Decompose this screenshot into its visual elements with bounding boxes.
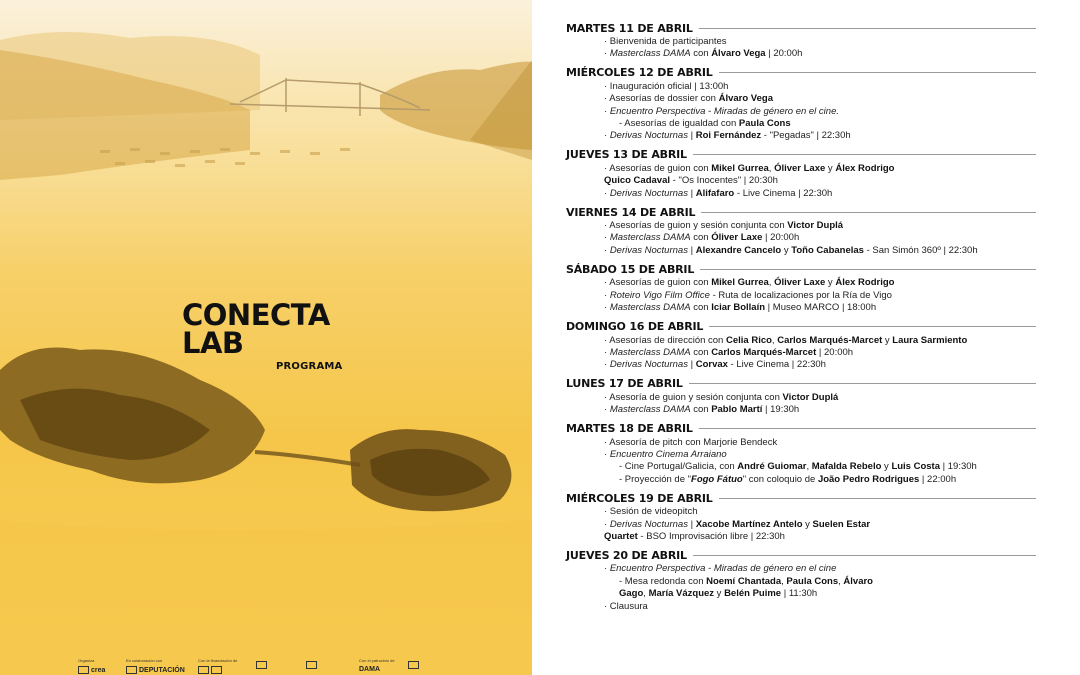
day-title: MIÉRCOLES 12 DE ABRIL bbox=[566, 66, 713, 80]
event-line bbox=[566, 347, 1036, 359]
event-person: Victor Duplá bbox=[787, 220, 844, 232]
event-line bbox=[566, 588, 1036, 600]
event-person: Noemí Chantada bbox=[706, 575, 782, 587]
sponsor-strip bbox=[78, 658, 518, 675]
event-text: - Proyección de " bbox=[619, 473, 692, 485]
event-person: Gago bbox=[619, 588, 644, 600]
event-text: con bbox=[690, 302, 712, 314]
event-text: · bbox=[604, 244, 610, 256]
event-text: · Asesorías de guion con bbox=[604, 277, 712, 289]
event-text: | 19:30h bbox=[762, 404, 800, 416]
day-header bbox=[566, 261, 1036, 277]
event-text: · Asesorías de guion y sesión conjunta con bbox=[604, 220, 788, 232]
sponsor-caption: En colaboración con bbox=[126, 658, 163, 663]
day-section bbox=[566, 204, 1036, 257]
day-section bbox=[566, 547, 1036, 613]
event-person: Alifafaro bbox=[695, 187, 735, 199]
event-line bbox=[566, 601, 1036, 613]
event-person: Mafalda Rebelo bbox=[811, 461, 882, 473]
day-section bbox=[566, 421, 1036, 487]
event-person: Quico Cadaval bbox=[604, 175, 670, 187]
event-series: Masterclass DAMA bbox=[609, 346, 691, 358]
sponsor-logo bbox=[78, 666, 105, 674]
sponsor-xunta bbox=[408, 658, 421, 669]
day-header bbox=[566, 319, 1036, 335]
event-series: Derivas Nocturnas bbox=[609, 518, 688, 530]
day-title: LUNES 17 DE ABRIL bbox=[566, 377, 683, 391]
event-text: | bbox=[687, 130, 696, 142]
event-text: · Asesorías de dirección con bbox=[604, 334, 726, 346]
event-person: Álvaro Vega bbox=[711, 48, 766, 60]
event-text: | 11:30h bbox=[781, 588, 818, 600]
day-title: VIERNES 14 DE ABRIL bbox=[566, 205, 696, 219]
event-text: | Museo MARCO | 18:00h bbox=[765, 302, 877, 314]
event-line bbox=[566, 188, 1036, 200]
day-divider bbox=[699, 428, 1036, 429]
event-text: con bbox=[690, 346, 712, 358]
day-header bbox=[566, 20, 1036, 36]
event-person: João Pedro Rodrigues bbox=[817, 473, 920, 485]
sponsor-logo-text: DAMA bbox=[359, 666, 380, 673]
day-divider bbox=[719, 72, 1036, 73]
day-title: JUEVES 13 DE ABRIL bbox=[566, 148, 687, 162]
day-header bbox=[566, 204, 1036, 220]
event-person: Álex Rodrigo bbox=[835, 162, 895, 174]
sponsor-eu bbox=[256, 658, 269, 669]
event-person: Laura Sarmiento bbox=[892, 334, 968, 346]
event-text: | bbox=[687, 359, 696, 371]
event-person: Roi Fernández bbox=[695, 130, 762, 142]
day-title: JUEVES 20 DE ABRIL bbox=[566, 548, 687, 562]
event-person: Álex Rodrigo bbox=[835, 277, 895, 289]
prtr-logo-icon bbox=[306, 661, 317, 669]
event-text: , bbox=[838, 575, 844, 587]
event-text: - "Pegadas" | 22:30h bbox=[761, 130, 851, 142]
event-series: Encuentro Cinema Arraiano bbox=[609, 448, 727, 460]
crea-logo-icon bbox=[78, 666, 89, 674]
day-divider bbox=[709, 326, 1036, 327]
event-text: , bbox=[806, 461, 812, 473]
event-text: | 22:00h bbox=[919, 473, 957, 485]
event-person: Pablo Martí bbox=[711, 404, 763, 416]
day-header bbox=[566, 65, 1036, 81]
event-line bbox=[566, 81, 1036, 93]
event-line bbox=[566, 36, 1036, 48]
event-text: y bbox=[781, 244, 792, 256]
event-line bbox=[566, 106, 1036, 118]
event-text: · bbox=[604, 105, 610, 117]
event-line bbox=[566, 506, 1036, 518]
event-series: Encuentro Perspectiva - Miradas de género en el cine bbox=[609, 563, 837, 575]
day-section bbox=[566, 490, 1036, 543]
event-person: Mikel Gurrea bbox=[711, 277, 769, 289]
event-person: André Guiomar bbox=[737, 461, 807, 473]
event-series: Masterclass DAMA bbox=[609, 48, 691, 60]
day-title: MARTES 11 DE ABRIL bbox=[566, 21, 693, 35]
event-line bbox=[566, 563, 1036, 575]
event-text: · bbox=[604, 130, 610, 142]
event-text: | bbox=[687, 187, 696, 199]
event-text: - Asesorías de igualdad con bbox=[619, 118, 739, 130]
day-title: DOMINGO 16 DE ABRIL bbox=[566, 320, 704, 333]
event-person: Celia Rico bbox=[725, 334, 772, 346]
event-person: Óliver Laxe bbox=[774, 277, 826, 289]
event-line bbox=[566, 392, 1036, 404]
day-header bbox=[566, 147, 1036, 163]
event-person: Toño Cabanelas bbox=[791, 244, 864, 256]
event-series: Masterclass DAMA bbox=[609, 232, 691, 244]
event-text: · bbox=[604, 48, 610, 60]
program-schedule bbox=[566, 20, 1036, 613]
event-text: · bbox=[604, 518, 610, 530]
day-section bbox=[566, 20, 1036, 61]
event-text: " con coloquio de bbox=[742, 473, 818, 485]
event-text: | 19:30h bbox=[940, 461, 977, 473]
event-series: Masterclass DAMA bbox=[609, 302, 691, 314]
sponsor-prtr bbox=[306, 658, 319, 669]
event-text: · bbox=[604, 302, 610, 314]
day-header bbox=[566, 421, 1036, 437]
day-section bbox=[566, 261, 1036, 314]
sponsor-caption: Con el patrocinio de bbox=[359, 658, 395, 663]
event-text: · Asesoría de guion y sesión conjunta con bbox=[604, 391, 783, 403]
event-line bbox=[566, 531, 1036, 543]
event-line bbox=[566, 175, 1036, 187]
event-line bbox=[566, 245, 1036, 257]
event-person: Carlos Marqués-Marcet bbox=[777, 334, 883, 346]
event-text: · bbox=[604, 232, 610, 244]
eu-logo-icon bbox=[256, 661, 267, 669]
event-line bbox=[566, 93, 1036, 105]
sponsor-logo-text: DEPUTACIÓN bbox=[139, 666, 185, 674]
day-divider bbox=[701, 212, 1036, 213]
event-series: Derivas Nocturnas bbox=[609, 244, 688, 256]
event-text: · Sesión de videopitch bbox=[604, 506, 698, 518]
event-line bbox=[566, 335, 1036, 347]
poster-title bbox=[182, 298, 330, 360]
sponsor-logo bbox=[359, 666, 395, 673]
event-person: Alexandre Cancelo bbox=[695, 244, 782, 256]
event-text: con bbox=[690, 48, 712, 60]
event-series: Derivas Nocturnas bbox=[609, 187, 688, 199]
event-series: Roteiro Vigo Film Office bbox=[609, 289, 710, 301]
event-line bbox=[566, 163, 1036, 175]
event-text: · Inauguración oficial | 13:00h bbox=[604, 80, 729, 92]
ministerio-logo-icon bbox=[198, 666, 209, 674]
day-section bbox=[566, 319, 1036, 372]
day-section bbox=[566, 376, 1036, 417]
sponsor-caption: Con la financiación de bbox=[198, 658, 238, 663]
event-line bbox=[566, 302, 1036, 314]
sponsor-logo bbox=[408, 661, 421, 669]
poster-title-line-2: LAB bbox=[182, 326, 244, 360]
icaa-logo-icon bbox=[211, 666, 222, 674]
event-line bbox=[566, 359, 1036, 371]
day-divider bbox=[693, 154, 1036, 155]
event-text: | bbox=[687, 244, 696, 256]
event-text: y bbox=[802, 518, 813, 530]
event-text: , bbox=[643, 588, 649, 600]
day-divider bbox=[693, 555, 1036, 556]
event-line bbox=[566, 290, 1036, 302]
day-title: SÁBADO 15 DE ABRIL bbox=[566, 262, 695, 276]
event-series: Masterclass DAMA bbox=[609, 404, 691, 416]
event-person: Paula Cons bbox=[786, 575, 839, 587]
event-person: Suelen Estar bbox=[812, 518, 871, 530]
day-header bbox=[566, 547, 1036, 563]
event-line bbox=[566, 48, 1036, 60]
event-series: Encuentro Perspectiva - Miradas de género en el cine. bbox=[609, 105, 839, 117]
event-person: Corvax bbox=[695, 359, 728, 371]
event-person: Luis Costa bbox=[891, 461, 940, 473]
sponsor-colaboracion bbox=[126, 658, 185, 674]
event-line bbox=[566, 404, 1036, 416]
sponsor-logo bbox=[126, 666, 185, 674]
event-text: y bbox=[714, 588, 725, 600]
event-series: Derivas Nocturnas bbox=[609, 130, 688, 142]
event-line bbox=[566, 519, 1036, 531]
event-text: - Cine Portugal/Galicia, con bbox=[619, 461, 738, 473]
day-title: MIÉRCOLES 19 DE ABRIL bbox=[566, 491, 713, 505]
event-line bbox=[566, 277, 1036, 289]
event-person: María Vázquez bbox=[648, 588, 715, 600]
sponsor-logo bbox=[306, 661, 319, 669]
event-person: Carlos Marqués-Marcet bbox=[711, 346, 817, 358]
event-person: Óliver Laxe bbox=[711, 232, 763, 244]
event-line bbox=[566, 437, 1036, 449]
event-text: - BSO Improvisación libre | 22:30h bbox=[637, 530, 785, 542]
event-text: · bbox=[604, 359, 610, 371]
event-text: - Mesa redonda con bbox=[619, 575, 707, 587]
poster-subtitle: PROGRAMA bbox=[276, 361, 343, 372]
event-text: | 20:00h bbox=[762, 232, 800, 244]
sponsor-organiza bbox=[78, 658, 105, 674]
event-text: · Asesorías de guion con bbox=[604, 162, 712, 174]
event-person: Paula Cons bbox=[738, 118, 791, 130]
event-line bbox=[566, 220, 1036, 232]
event-line bbox=[566, 118, 1036, 130]
sponsor-caption: Organiza bbox=[78, 658, 95, 663]
xunta-logo-icon bbox=[408, 661, 419, 669]
event-person: Xacobe Martínez Antelo bbox=[695, 518, 803, 530]
event-text: · bbox=[604, 563, 610, 575]
event-line bbox=[566, 474, 1036, 486]
event-text: , bbox=[768, 162, 775, 174]
event-text: - "Os Inocentes" | 20:30h bbox=[670, 175, 778, 187]
day-title: MARTES 18 DE ABRIL bbox=[566, 422, 693, 436]
event-text: · bbox=[604, 346, 610, 358]
event-text: · Asesorías de dossier con bbox=[604, 93, 719, 105]
event-text: - Live Cinema | 22:30h bbox=[734, 187, 833, 199]
event-line bbox=[566, 576, 1036, 588]
event-text: · bbox=[604, 187, 610, 199]
day-divider bbox=[719, 498, 1036, 499]
event-text: con bbox=[690, 232, 712, 244]
event-line bbox=[566, 449, 1036, 461]
event-text: | 20:00h bbox=[816, 346, 854, 358]
event-text: - Ruta de localizaciones por la Ría de Vigo bbox=[709, 289, 892, 301]
event-text: , bbox=[771, 334, 778, 346]
event-text: · Asesoría de pitch con Marjorie Bendeck bbox=[604, 436, 778, 448]
day-divider bbox=[700, 269, 1036, 270]
event-person: Iciar Bollaín bbox=[711, 302, 766, 314]
event-text: | 20:00h bbox=[765, 48, 803, 60]
day-header bbox=[566, 490, 1036, 506]
event-text: · Clausura bbox=[604, 600, 648, 612]
event-person: Belén Puime bbox=[724, 588, 782, 600]
event-person: Álvaro Vega bbox=[718, 93, 773, 105]
event-text: y bbox=[825, 162, 836, 174]
event-line bbox=[566, 130, 1036, 142]
event-text: · bbox=[604, 448, 610, 460]
event-text: con bbox=[690, 404, 712, 416]
sponsor-logo-text: crea bbox=[91, 666, 106, 674]
day-divider bbox=[699, 28, 1036, 29]
event-text: y bbox=[882, 334, 893, 346]
sponsor-logo bbox=[198, 666, 237, 674]
event-text: · bbox=[604, 289, 610, 301]
event-series: Derivas Nocturnas bbox=[609, 359, 688, 371]
event-text: · Bienvenida de participantes bbox=[604, 36, 727, 47]
poster-panel bbox=[0, 0, 532, 675]
event-line bbox=[566, 232, 1036, 244]
event-person: Mikel Gurrea bbox=[711, 162, 769, 174]
day-header bbox=[566, 376, 1036, 392]
day-divider bbox=[689, 383, 1036, 384]
event-person: Álvaro bbox=[843, 575, 873, 587]
event-person: Victor Duplá bbox=[782, 391, 839, 403]
event-person: Óliver Laxe bbox=[774, 162, 826, 174]
event-text: - Live Cinema | 22:30h bbox=[727, 359, 826, 371]
event-text: | bbox=[687, 518, 696, 530]
day-section bbox=[566, 65, 1036, 143]
sponsor-patrocinio bbox=[359, 658, 395, 673]
event-person: Quartet bbox=[604, 530, 638, 542]
event-line bbox=[566, 461, 1036, 473]
event-text: y bbox=[881, 461, 892, 473]
sponsor-financiacion bbox=[198, 658, 237, 674]
day-section bbox=[566, 147, 1036, 200]
poster-title-line-1: CONECTA bbox=[182, 298, 330, 332]
sponsor-logo bbox=[256, 661, 269, 669]
event-text: y bbox=[825, 277, 836, 289]
event-text: , bbox=[768, 277, 775, 289]
event-text: - San Simón 360º | 22:30h bbox=[863, 244, 978, 256]
event-person: Fogo Fátuo bbox=[691, 473, 743, 485]
deputacion-logo-icon bbox=[126, 666, 137, 674]
event-text: , bbox=[781, 575, 787, 587]
event-text: · bbox=[604, 404, 610, 416]
